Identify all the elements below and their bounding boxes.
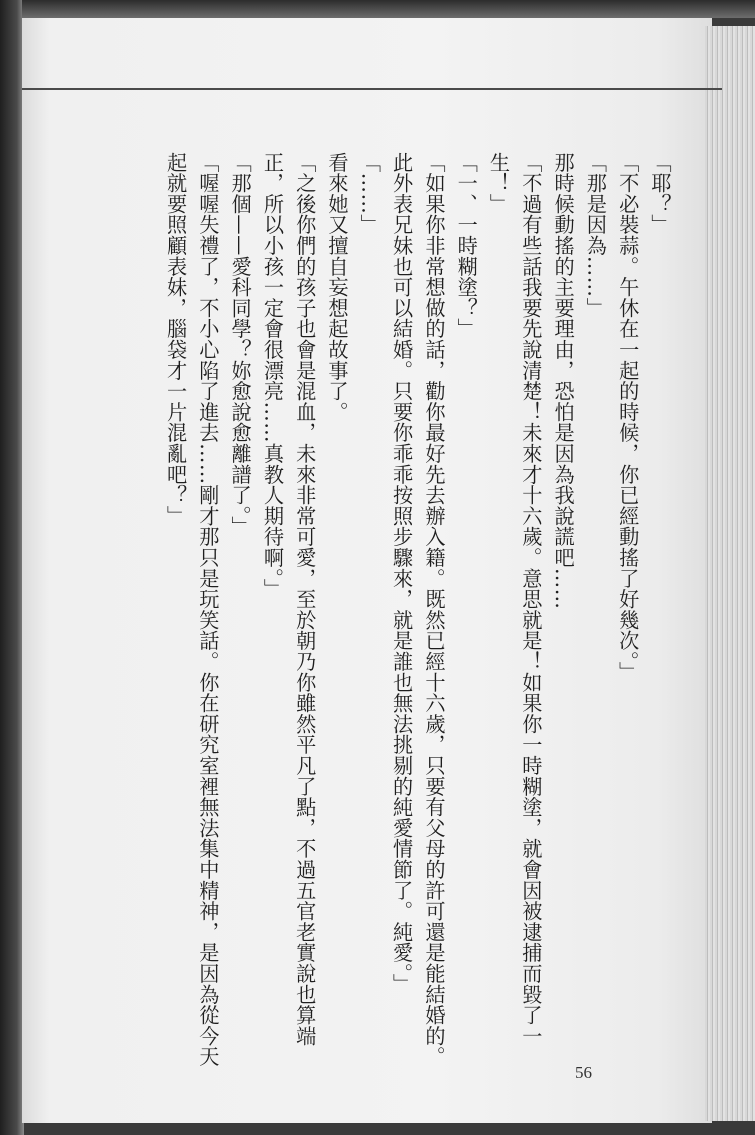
- page-edges: [705, 26, 755, 1121]
- text-line: 「之後你們的孩子也會是混血，未來非常可愛，至於朝乃你雖然平凡了點，不過五官老實說也算端正，所以小孩一定會很漂亮……真教人期待啊。」: [260, 152, 317, 1047]
- text-line: 「耶？」: [648, 152, 672, 236]
- book-spine-shadow: [0, 0, 24, 1135]
- text-line: 「喔喔失禮了，不小心陷了進去……剛才那只是玩笑話。你在研究室裡無法集中精神，是因為從今天起就要照顧表妹，腦袋才一片混亂吧？」: [163, 152, 220, 1068]
- text-line: 「……」: [357, 152, 382, 236]
- header-rule: [22, 88, 722, 90]
- body-text: [58, 152, 676, 1082]
- text-line: 看來她又擅自妄想起故事了。: [325, 152, 350, 423]
- text-line: 「不過有些話我要先說清楚！未來才十六歲。意思就是！如果你一時糊塗，就會因被逮捕而毀了一生！」: [486, 152, 543, 1047]
- page-number: 56: [575, 1063, 592, 1082]
- top-edge-shadow: [22, 0, 755, 18]
- text-line: 「如果你非常想做的話，勸你最好先去辦入籍。既然已經十六歲，只要有父母的許可還是能結婚的。此外表兄妹也可以結婚。只要你乖乖按照步驟來，就是誰也無法挑剔的純愛情節了。純愛。」: [389, 152, 446, 1068]
- text-line: 「那是因為……」: [583, 152, 608, 319]
- text-line: 「那個——愛科同學？妳愈說愈離譜了。」: [228, 152, 253, 538]
- text-line: 「一、一時糊塗？」: [454, 152, 479, 340]
- text-line: 那時候動搖的主要理由，恐怕是因為我說謊吧……: [551, 152, 576, 610]
- text-line: 「不必裝蒜。午休在一起的時候，你已經動搖了好幾次。」: [615, 152, 640, 683]
